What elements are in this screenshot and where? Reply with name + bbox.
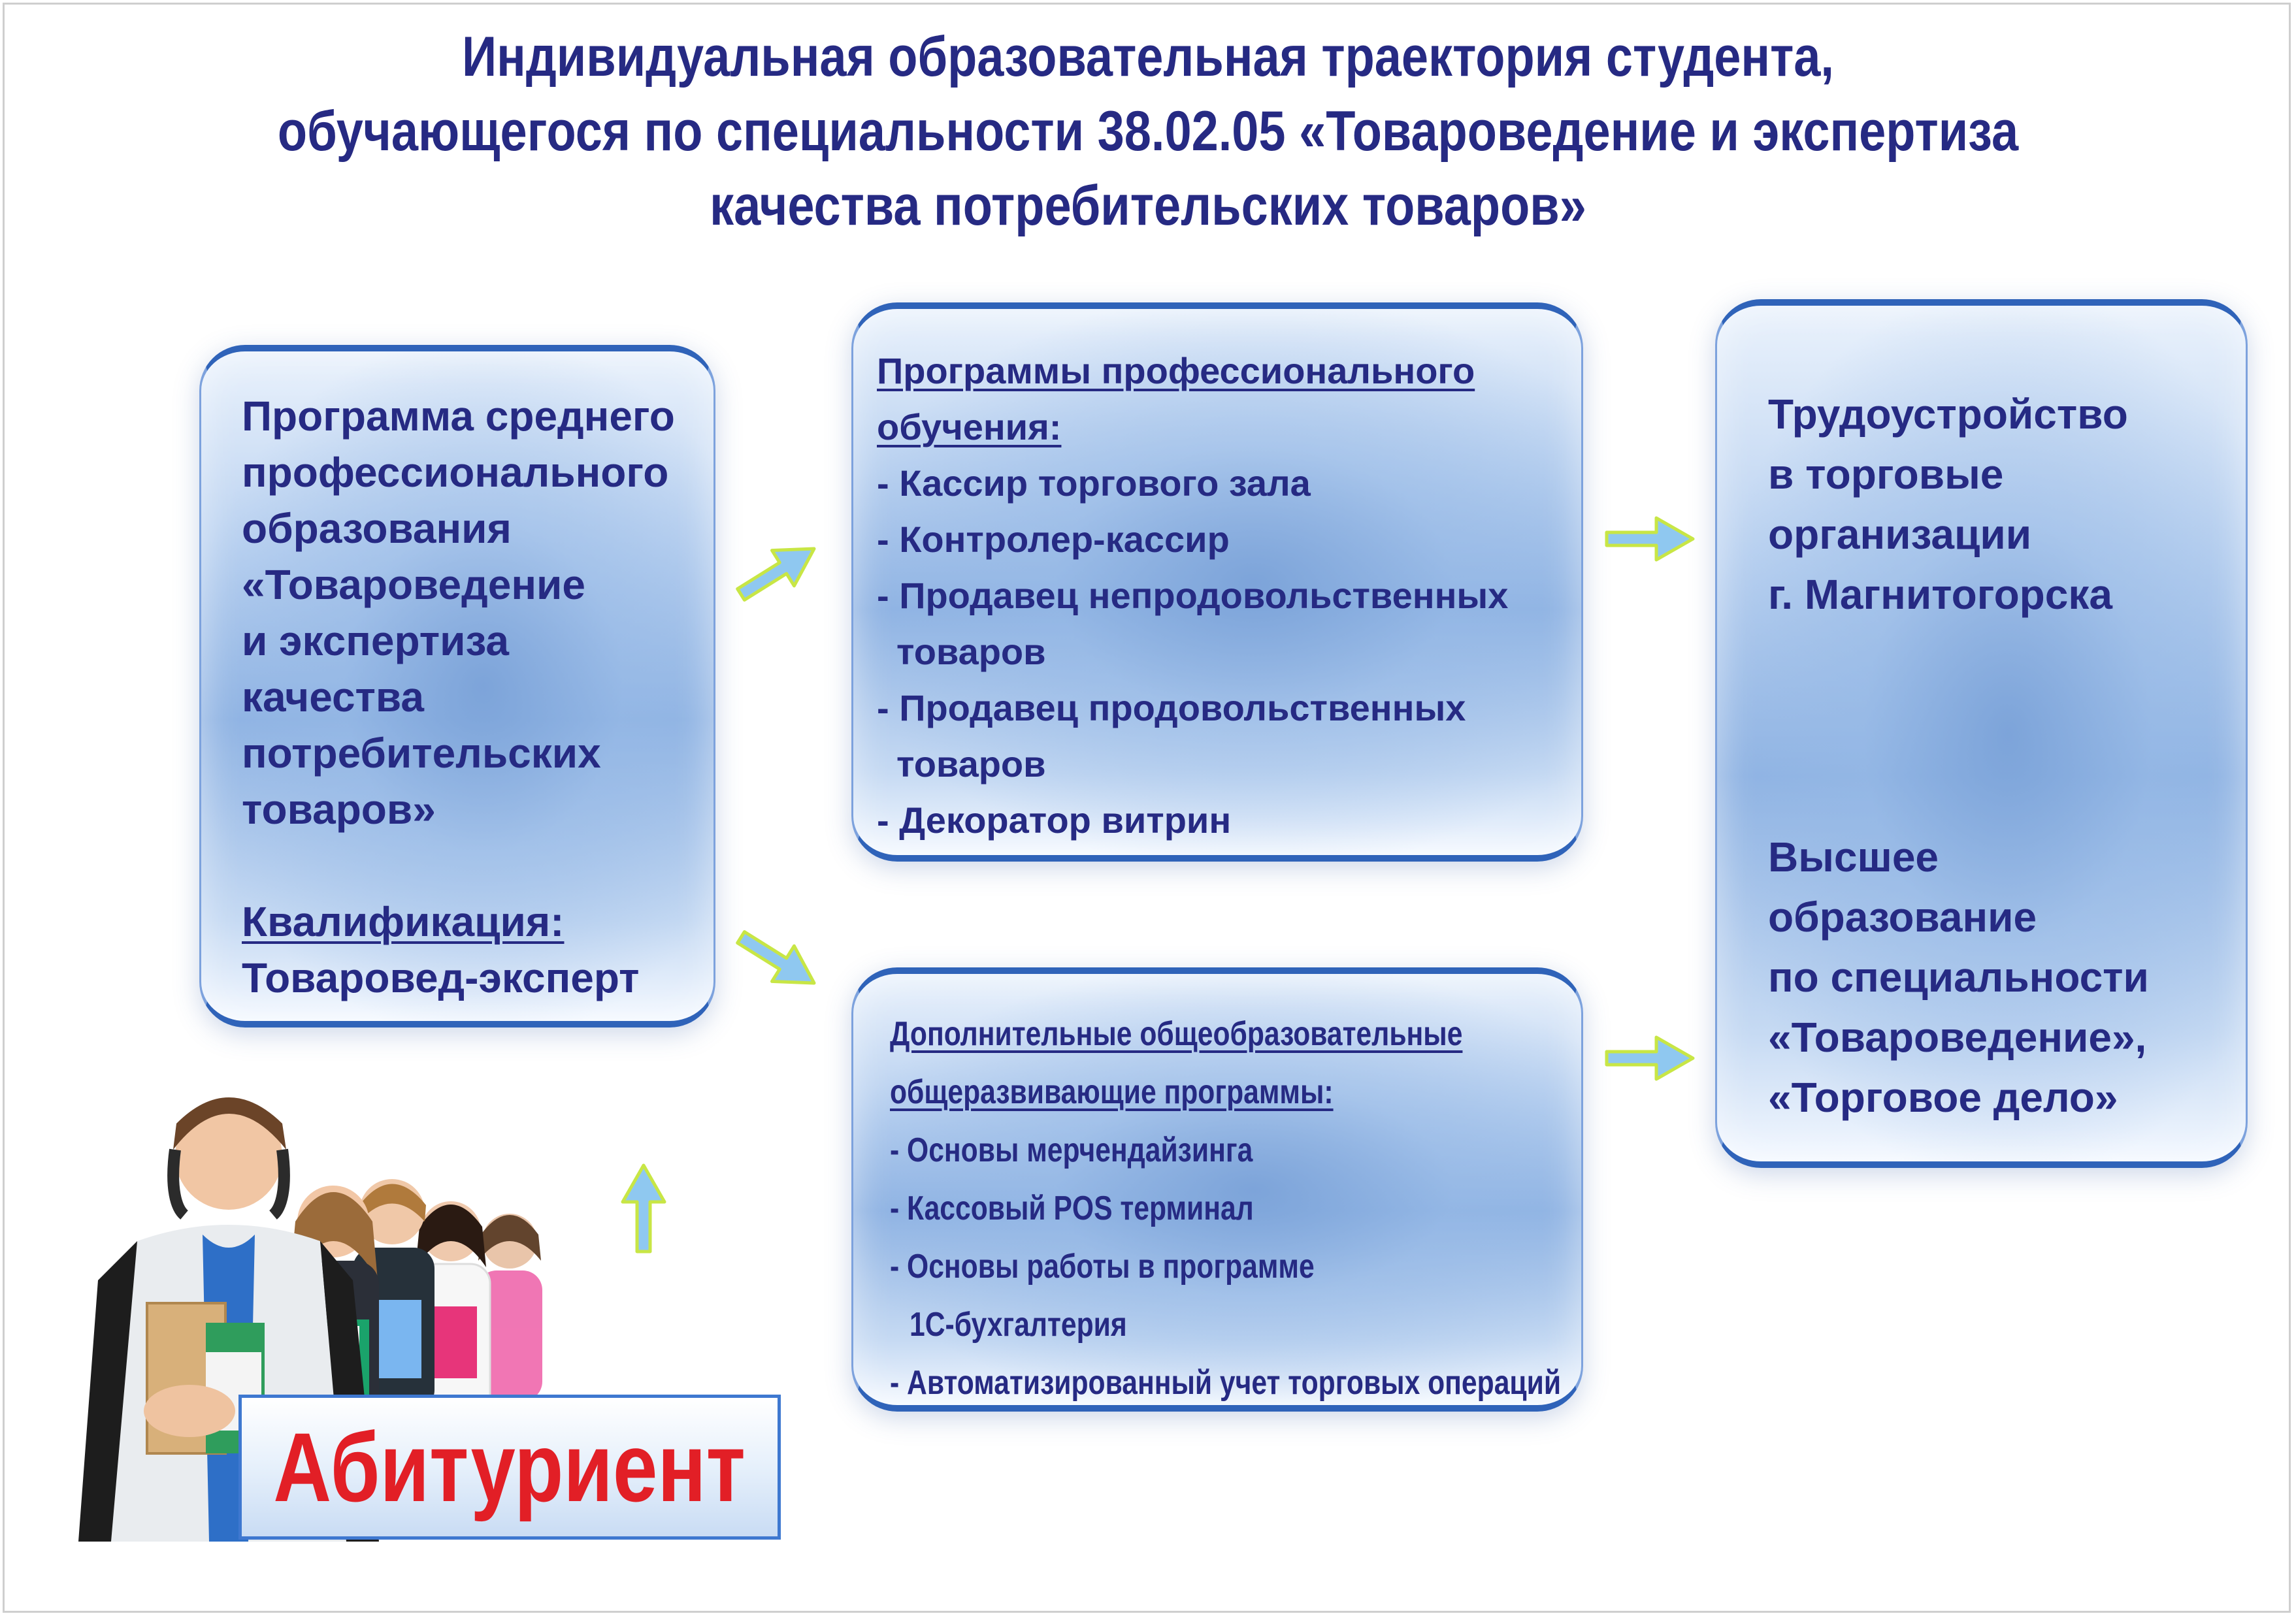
employment-line: в торговые [1768,451,2004,498]
additional-item: - Основы мерчендайзинга [890,1131,1253,1169]
professional-training-card [851,302,1583,862]
higher-education-line: по специальности [1768,954,2149,1001]
qualification-value: Товаровед-эксперт [242,954,640,1001]
page-title [228,20,2068,243]
higher-education-line: образование [1768,894,2037,941]
qualification-label: Квалификация: [242,898,565,945]
additional-heading-line-1: Дополнительные общеобразовательные [890,1015,1463,1053]
program-line: товаров» [242,786,436,833]
program-line: и экспертиза качества [242,617,509,720]
training-item: - Контролер-кассир [877,519,1230,560]
additional-item-continuation: 1С-бухгалтерия [910,1306,1127,1344]
additional-item: - Кассовый POS терминал [890,1189,1254,1227]
title-line-1: Индивидуальная образовательная траектория студента, [461,25,1834,88]
training-item-continuation: товаров [896,631,1046,672]
training-item: - Декоратор витрин [877,800,1232,841]
additional-item: - Автоматизированный учет торговых операций [890,1364,1562,1402]
training-item: - Продавец продовольственных [877,687,1466,728]
arrow-right-icon [1604,1032,1696,1084]
training-item-continuation: товаров [896,743,1046,785]
program-line: потребительских [242,730,601,777]
program-line: образования [242,505,512,552]
higher-education-line: «Товароведение», [1768,1014,2147,1061]
training-heading-line-1: Программы профессионального [877,350,1475,391]
additional-heading-line-2: общеразвивающие программы: [890,1073,1334,1111]
applicant-label: Абитуриент [273,1412,746,1522]
title-line-3: качества потребительских товаров» [710,174,1586,237]
training-item: - Кассир торгового зала [877,462,1311,504]
training-heading-line-2: обучения: [877,406,1062,447]
program-line: «Товароведение [242,561,585,608]
training-item: - Продавец непродовольственных [877,575,1509,616]
program-line: профессионального [242,449,669,496]
program-card [199,345,715,1027]
employment-line: г. Магнитогорска [1768,571,2112,618]
title-line-2: обучающегося по специальности 38.02.05 «Товароведение и экспертиза [277,100,2019,163]
employment-line: Трудоустройство [1768,391,2128,438]
program-line: Программа среднего [242,393,675,440]
employment-line: организации [1768,511,2032,558]
applicant-badge [238,1395,781,1540]
higher-education-line: Высшее [1768,833,1939,881]
additional-programs-card [851,967,1583,1412]
arrow-right-icon [1604,513,1696,565]
outcomes-card [1715,299,2248,1168]
additional-item: - Основы работы в программе [890,1248,1315,1286]
higher-education-line: «Торговое дело» [1768,1074,2118,1121]
arrow-up-icon [617,1163,670,1254]
